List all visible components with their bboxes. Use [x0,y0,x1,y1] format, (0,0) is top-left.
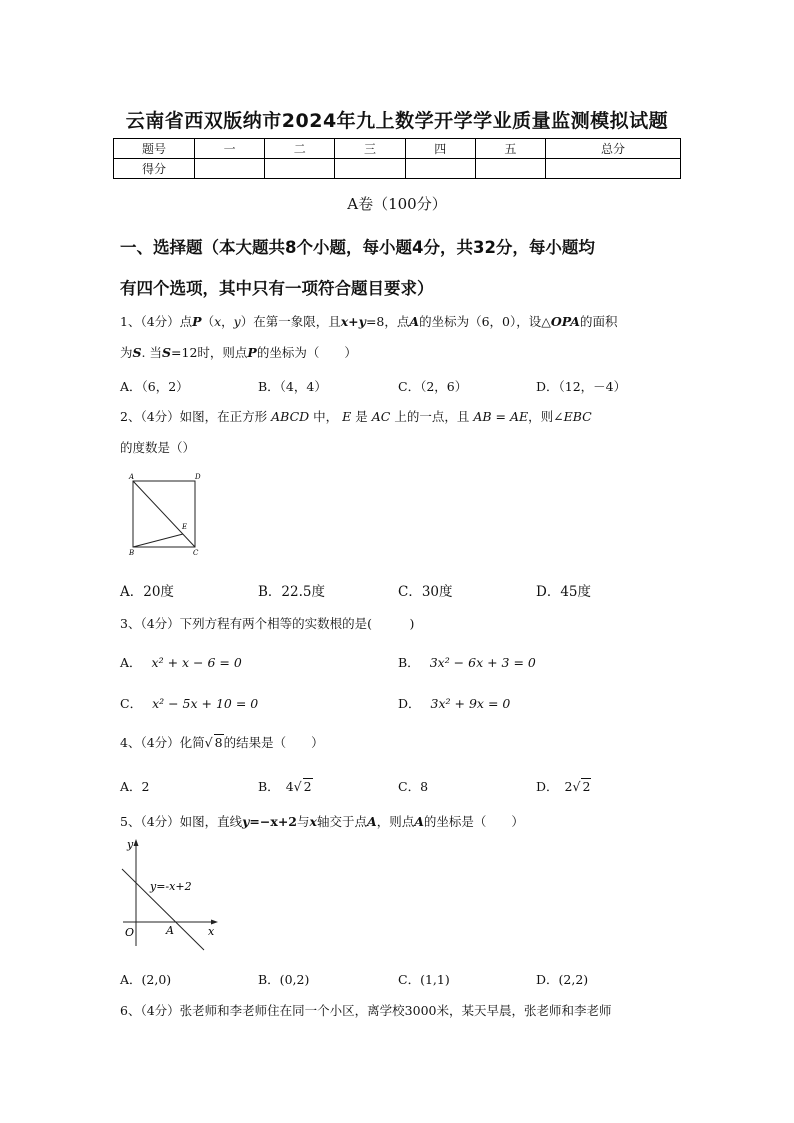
q1-option-a[interactable]: A．（6，2） [120,379,189,394]
label-b: B [129,549,135,557]
score-header-cell: 三 [335,139,405,159]
q6-text: 6、（4分）张老师和李老师住在同一个小区，离学校3000米，某天早晨，张老师和李老师 [120,1003,612,1018]
q2-option-c[interactable]: C．30度 [398,584,453,600]
q4-option-b[interactable]: B． 4√ 2 [258,779,312,794]
score-header-cell: 五 [475,139,545,159]
q5-option-a[interactable]: A．(2,0) [120,972,172,987]
q2-line1: 2、（4分）如图，在正方形 ABCD 中， E 是 AC 上的一点，且 AB = AE，则∠EBC [120,409,592,424]
q1-line1: 1、（4分）点P（x，y）在第一象限，且x+y=8，点A的坐标为（6，0），设△OPA的面积 [120,314,618,329]
score-header-cell: 四 [405,139,475,159]
score-cell[interactable] [195,159,265,179]
q1-option-d[interactable]: D．（12，－4） [536,379,627,394]
score-table-score-row [114,159,681,179]
score-header-cell: 总分 [546,139,681,159]
q3-option-d[interactable]: D． 3x² + 9x = 0 [398,696,511,711]
q5-text: 5、（4分）如图，直线y=−x+2与x轴交于点A，则点A的坐标是（ ） [120,814,524,829]
y-axis-arrow [134,839,139,846]
q2-option-b[interactable]: B．22.5度 [258,584,325,600]
q5-option-c[interactable]: C．(1,1) [398,972,450,987]
label-e: E [182,523,188,531]
diagonal-ac [133,481,195,547]
q3-text: 3、（4分）下列方程有两个相等的实数根的是( ) [120,616,415,631]
q1-line2: 为S. 当S=12时，则点P的坐标为（ ） [120,345,357,360]
score-header-cell: 二 [265,139,335,159]
x-axis-arrow [211,920,218,925]
q2-option-a[interactable]: A．20度 [120,584,174,600]
score-cell[interactable] [335,159,405,179]
label-c: C [193,549,199,557]
origin-label: O [125,926,135,939]
score-cell[interactable] [546,159,681,179]
score-table-header-row [114,139,681,159]
y-axis-label: y [127,838,134,851]
score-table [113,138,681,179]
score-header-cell: 题号 [114,139,195,159]
line-label: y=-x+2 [150,880,192,893]
q2-square-figure [125,470,205,560]
q1-option-b[interactable]: B．（4，4） [258,379,327,394]
section-subtitle: A卷（100分） [347,195,447,213]
page-title: 云南省西双版纳市2024年九上数学开学学业质量监测模拟试题 [125,110,669,132]
section1-heading-line2: 有四个选项，其中只有一项符合题目要求） [120,279,434,298]
score-header-cell: 一 [195,139,265,159]
q2-line2: 的度数是（） [120,440,196,455]
q4-option-d[interactable]: D． 2√ 2 [536,779,591,794]
x-axis-label: x [208,925,215,938]
q4-option-c[interactable]: C．8 [398,779,429,794]
segment-be [133,534,183,547]
q5-line-graph [118,836,223,951]
q5-option-b[interactable]: B．(0,2) [258,972,310,987]
q1-option-c[interactable]: C．（2，6） [398,379,468,394]
section1-heading-line1: 一、选择题（本大题共8个小题，每小题4分，共32分，每小题均 [120,238,595,257]
q4-text: 4、（4分）化简√ 8的结果是（ ） [120,735,324,750]
label-d: D [195,473,201,481]
q3-option-c[interactable]: C． x² − 5x + 10 = 0 [120,696,259,711]
score-cell[interactable] [475,159,545,179]
q3-option-b[interactable]: B． 3x² − 6x + 3 = 0 [398,655,536,670]
point-a-label: A [166,924,174,937]
score-cell[interactable] [405,159,475,179]
label-a: A [129,473,135,481]
score-cell[interactable] [265,159,335,179]
q2-option-d[interactable]: D．45度 [536,584,592,600]
q3-option-a[interactable]: A． x² + x − 6 = 0 [120,655,242,670]
q4-option-a[interactable]: A．2 [120,779,150,794]
score-row-label: 得分 [114,159,195,179]
q5-option-d[interactable]: D．(2,2) [536,972,589,987]
